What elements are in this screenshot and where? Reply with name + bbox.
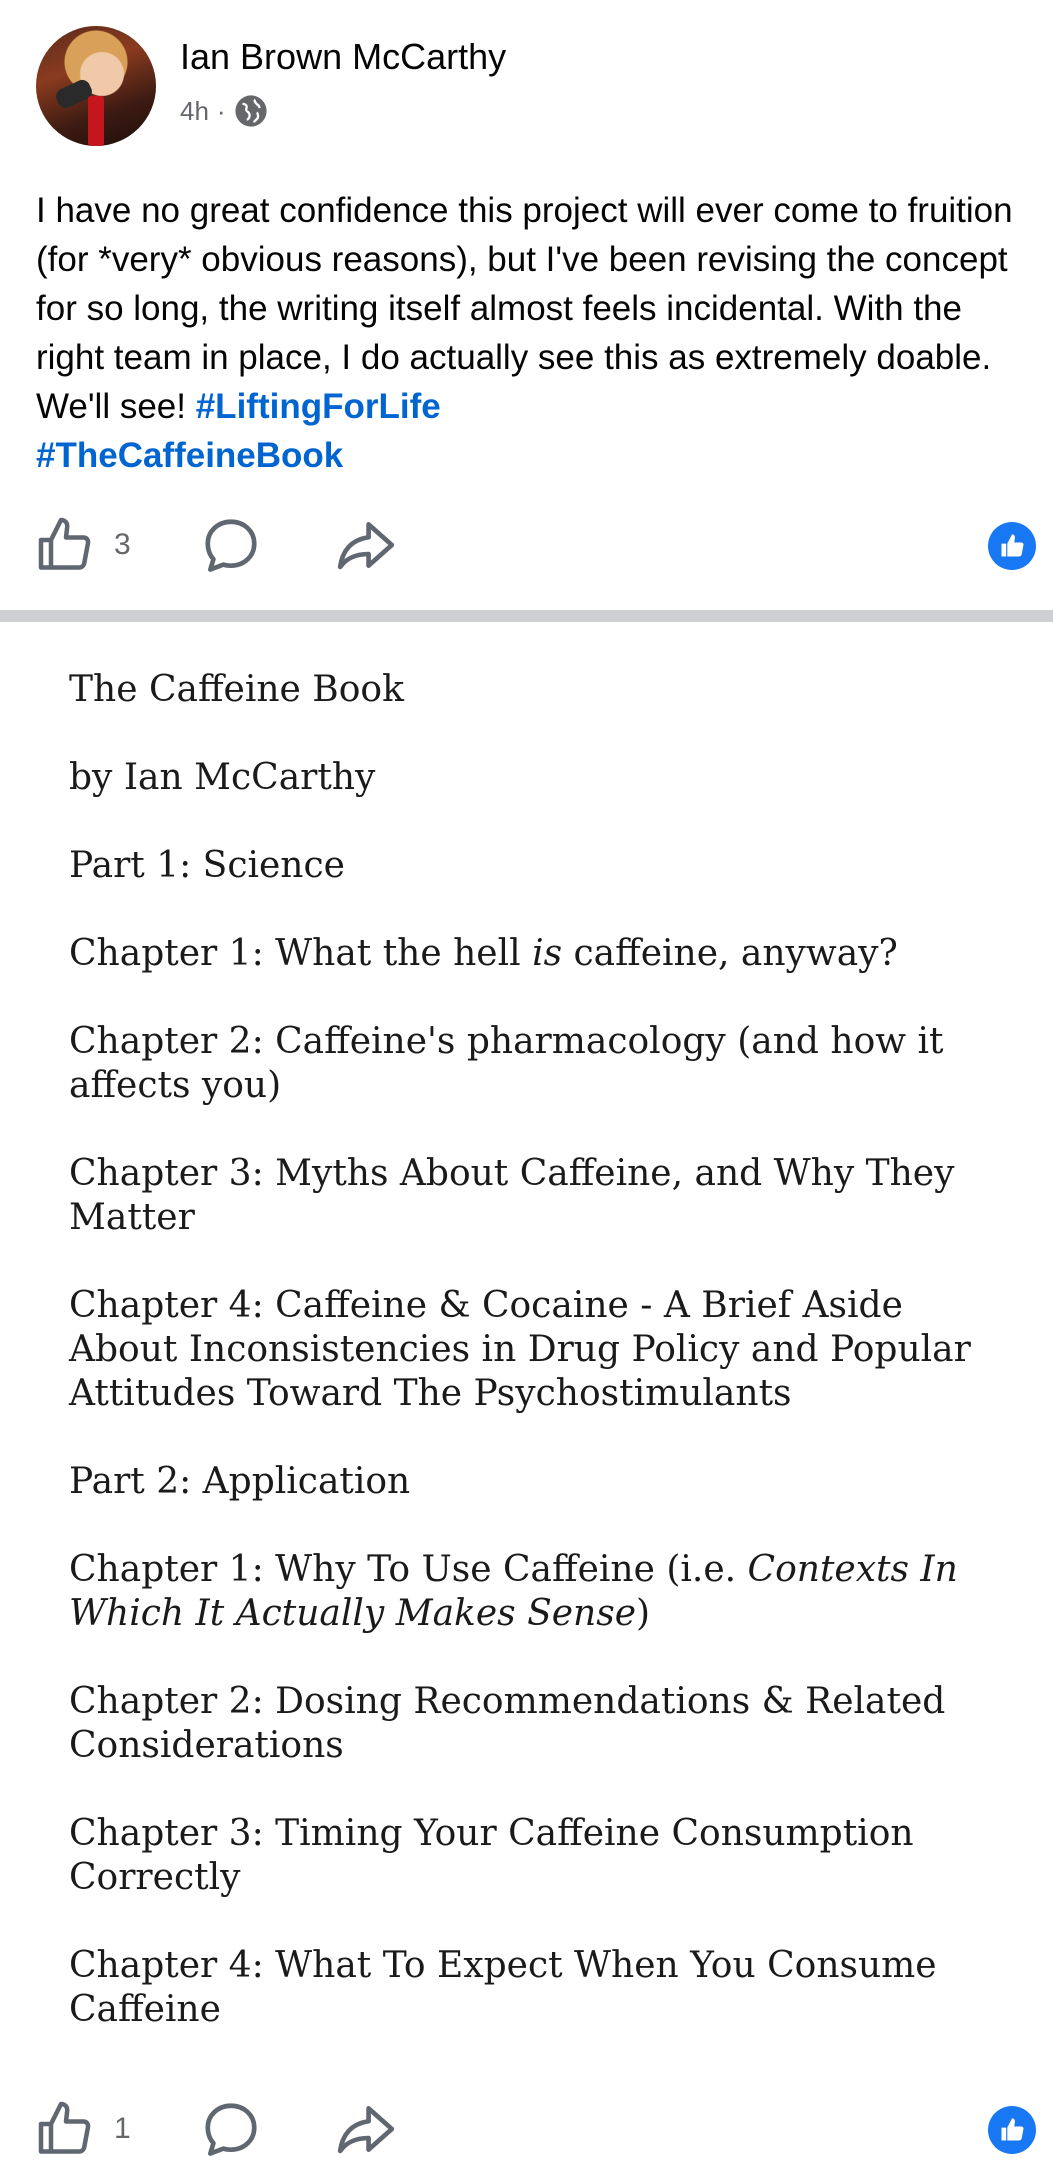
part2-chapter-4: Chapter 4: What To Expect When You Consume Caffeine [69, 1945, 937, 2030]
book-byline: by Ian McCarthy [69, 757, 376, 798]
book-title: The Caffeine Book [69, 669, 404, 710]
post-divider [0, 610, 1053, 622]
hashtag-thecaffeinebook[interactable]: #TheCaffeineBook [36, 436, 344, 475]
post-body: I have no great confidence this project will ever come to fruition (for *very* obvious reasons), but I've been revising the concept for so long, the writing itself almost feels incidental. With the right team in place, I do actually see this as extremely doable. We'll see! [36, 191, 1013, 426]
part1-chapter-1: Chapter 1: What the hell is caffeine, anyway? [69, 933, 898, 974]
like-icon [36, 515, 96, 575]
book-outline[interactable] [69, 668, 1019, 2076]
author-name[interactable]: Ian Brown McCarthy [180, 36, 507, 77]
comment-button[interactable] [200, 2094, 262, 2164]
globe-icon[interactable] [234, 94, 268, 128]
post-text [36, 186, 1036, 480]
part-2-heading: Part 2: Application [69, 1461, 411, 1502]
like-reaction-icon[interactable] [988, 522, 1036, 570]
part1-chapter-2: Chapter 2: Caffeine's pharmacology (and how it affects you) [69, 1021, 944, 1106]
second-post-action-bar [36, 2094, 1036, 2164]
like-icon [36, 2099, 96, 2159]
post-meta [180, 94, 268, 128]
hashtag-liftingforlife[interactable]: #LiftingForLife [195, 387, 441, 426]
post-header [36, 26, 1016, 146]
like-reaction-icon[interactable] [988, 2106, 1036, 2154]
part1-chapter-4: Chapter 4: Caffeine & Cocaine - A Brief Aside About Inconsistencies in Drug Policy and Popular Attitudes Toward The Psychostimulants [69, 1285, 971, 1414]
comment-icon [200, 2098, 262, 2160]
part-1-heading: Part 1: Science [69, 845, 345, 886]
like-button[interactable] [36, 2094, 131, 2164]
share-icon [334, 514, 398, 576]
share-button[interactable] [334, 510, 398, 580]
part2-chapter-3: Chapter 3: Timing Your Caffeine Consumption Correctly [69, 1813, 914, 1898]
post-action-bar [36, 510, 1036, 580]
share-icon [334, 2098, 398, 2160]
like-count: 1 [114, 2112, 131, 2145]
avatar[interactable] [36, 26, 156, 146]
comment-icon [200, 514, 262, 576]
part1-chapter-3: Chapter 3: Myths About Caffeine, and Why They Matter [69, 1153, 955, 1238]
part2-chapter-1: Chapter 1: Why To Use Caffeine (i.e. Contexts In Which It Actually Makes Sense) [69, 1549, 958, 1634]
like-button[interactable] [36, 510, 131, 580]
share-button[interactable] [334, 2094, 398, 2164]
like-count: 3 [114, 528, 131, 561]
comment-button[interactable] [200, 510, 262, 580]
meta-separator: · [216, 95, 226, 126]
part2-chapter-2: Chapter 2: Dosing Recommendations & Related Considerations [69, 1681, 946, 1766]
post-time[interactable]: 4h [180, 95, 209, 126]
